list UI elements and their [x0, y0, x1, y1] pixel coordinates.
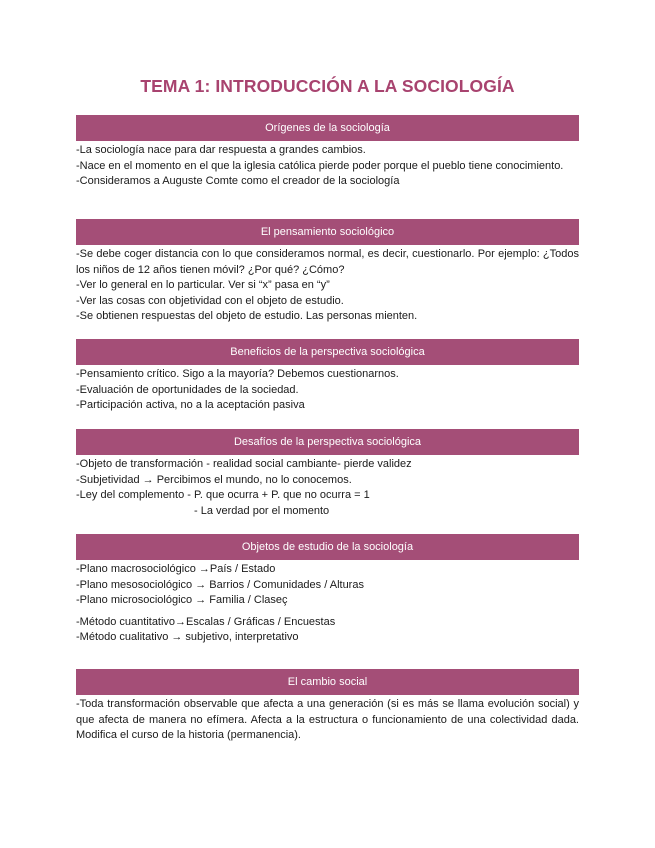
bullet-line: -Se obtienen respuestas del objeto de estudio. Las personas mienten. [76, 310, 418, 323]
bullet-line: -Participación activa, no a la aceptación pasiva [76, 399, 305, 412]
section-desafios [76, 429, 579, 519]
section-heading: El cambio social [76, 669, 579, 695]
bullet-line: -La sociología nace para dar respuesta a grandes cambios. [76, 144, 366, 156]
section-heading: Objetos de estudio de la sociología [76, 534, 579, 560]
section-body [76, 457, 579, 519]
bullet-line: -Se debe coger distancia con lo que consideramos normal, es decir, cuestionarlo. Por ejemplo: ¿Todos los niños de 12 años tienen móvil? ¿Por qué? ¿Cómo? [76, 248, 579, 276]
section-heading: Orígenes de la sociología [76, 115, 579, 141]
page-title: TEMA 1: INTRODUCCIÓN A LA SOCIOLOGÍA [140, 76, 515, 96]
bullet-line: -Pensamiento crítico. Sigo a la mayoría? Debemos cuestionarnos. [76, 368, 399, 380]
bullet-line: -Consideramos a Auguste Comte como el creador de la sociología [76, 175, 400, 188]
section-cambio-social [76, 669, 579, 744]
bullet-line: -Ver lo general en lo particular. Ver si “x” pasa en “y” [76, 279, 330, 292]
indented-line: - La verdad por el momento [194, 504, 330, 517]
bullet-line: -Nace en el momento en el que la iglesia católica pierde poder porque el pueblo tiene conocimiento. [76, 159, 564, 172]
section-pensamiento [76, 219, 579, 325]
section-body [76, 562, 579, 646]
bullet-line: -Ley del complemento - P. que ocurra + P. que no ocurra = 1 [76, 489, 370, 502]
bullet-line: -Ver las cosas con objetividad con el objeto de estudio. [76, 294, 344, 307]
bullet-line: -Evaluación de oportunidades de la sociedad. [76, 383, 299, 396]
section-heading: El pensamiento sociológico [76, 219, 579, 245]
section-body [76, 247, 579, 325]
bullet-line: -Plano mesosociológico → Barrios / Comunidades / Alturas [76, 578, 364, 591]
section-heading: Beneficios de la perspectiva sociológica [76, 339, 579, 365]
bullet-line: -Objeto de transformación - realidad social cambiante- pierde validez [76, 458, 412, 470]
bullet-line: -Toda transformación observable que afecta a una generación (si es más se llama evolución social) y que afecta de manera no efímera. Afecta a la estructura o funcionamiento de una colectividad dada. Modifica el curso de la historia (permanencia). [76, 698, 579, 742]
section-body [76, 367, 579, 414]
bullet-line: -Subjetividad → Percibimos el mundo, no lo conocemos. [76, 473, 352, 486]
bullet-line: -Plano macrosociológico →País / Estado [76, 563, 276, 575]
bullet-line: -Plano microsociológico → Familia / Claseç [76, 594, 288, 607]
section-body [76, 697, 579, 744]
section-objetos [76, 534, 579, 646]
bullet-line: -Método cualitativo → subjetivo, interpretativo [76, 631, 299, 644]
section-heading: Desafíos de la perspectiva sociológica [76, 429, 579, 455]
section-origenes [76, 115, 579, 190]
section-beneficios [76, 339, 579, 414]
section-body [76, 143, 579, 190]
bullet-line: -Método cuantitativo→Escalas / Gráficas / Encuestas [76, 615, 336, 628]
